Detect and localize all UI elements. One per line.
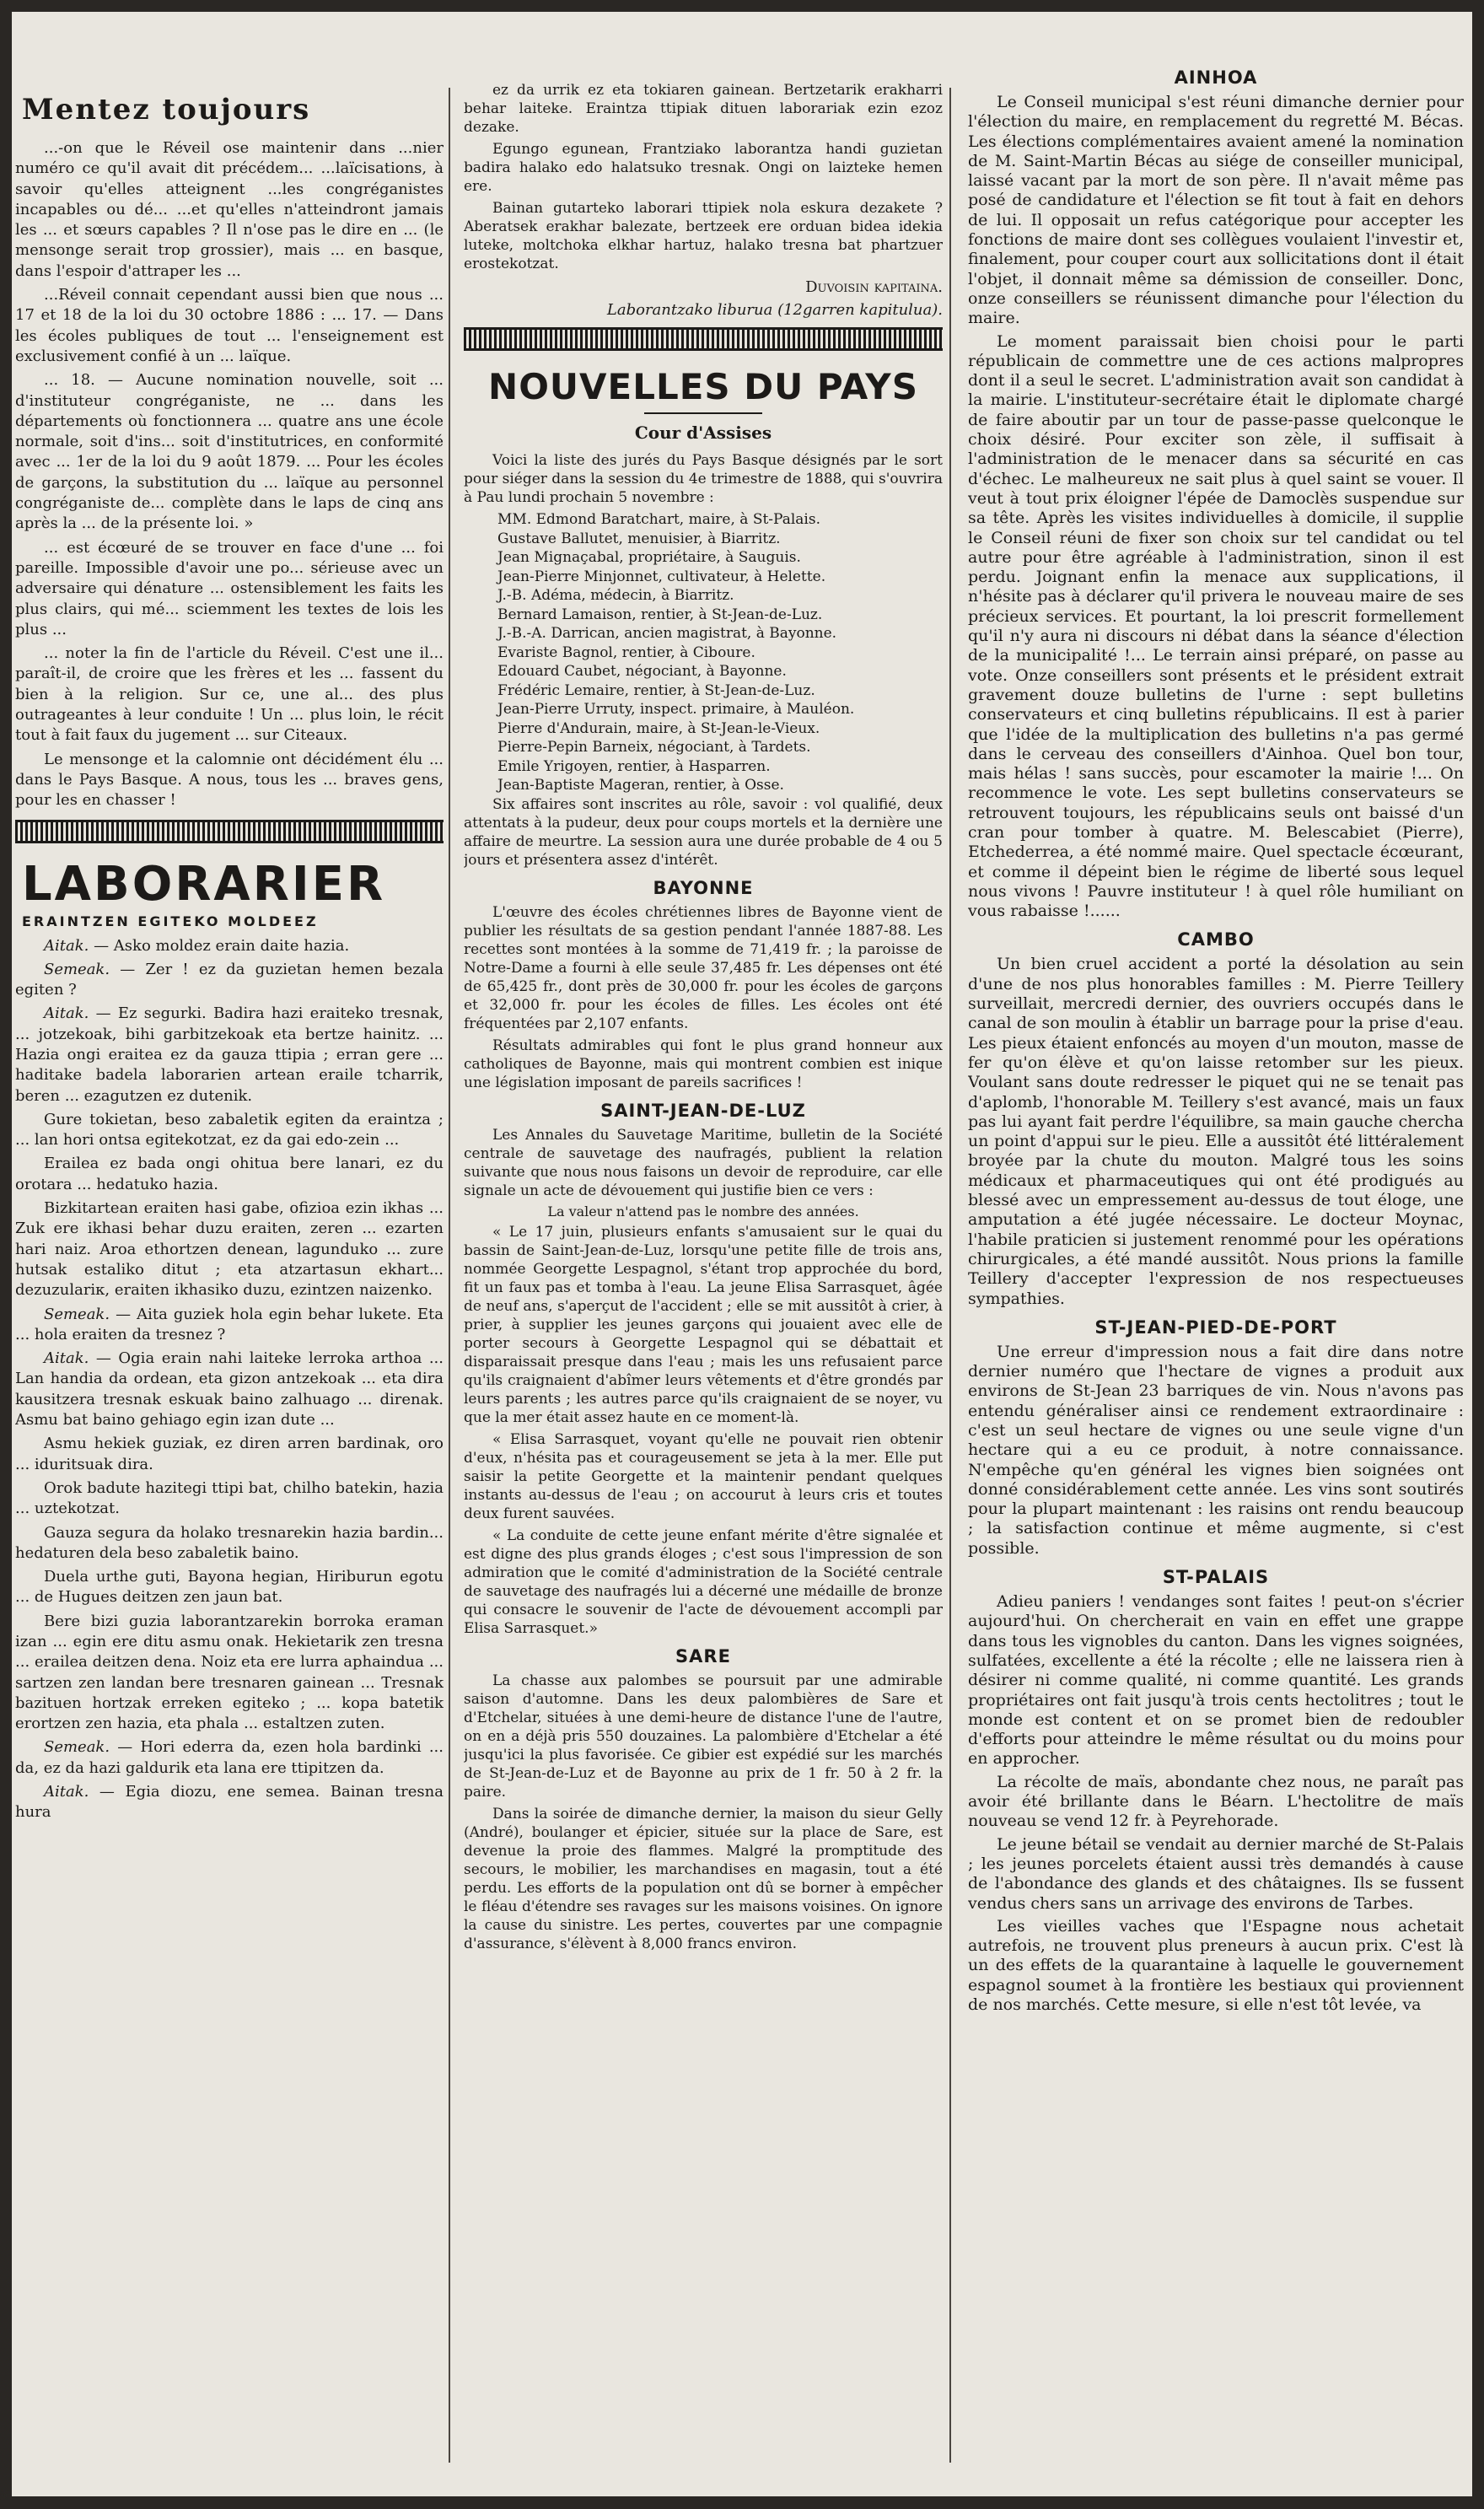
- speaker-label: Semeak.: [44, 1305, 110, 1323]
- dialogue-line: [15, 1434, 444, 1475]
- dialogue-text: — Asko moldez erain daite hazia.: [89, 936, 350, 955]
- dialogue-line: [15, 1154, 444, 1195]
- speaker-label: Aitak.: [44, 1004, 89, 1023]
- jury-entry: MM. Edmond Baratchart, maire, à St-Palais.: [497, 511, 820, 528]
- jury-entry: Pierre-Pepin Barneix, négociant, à Tardets.: [497, 739, 811, 756]
- dialogue-line: [15, 1198, 444, 1300]
- article-paragraph: Le moment paraissait bien choisi pour le parti républicain de commettre une de ces actions malpropres dont il a seul le secret. L'administration avait son candidat à la mairie. L'instituteur-secrétaire était le diplomate chargé de faire aboutir par un tour de passe-passe quelconque le choix désiré. Pour exciter son zèle, il suffisait à l'administration de le menacer dans sa sécurité en cas d'échec. Le malheureux ne sait plus à quel saint se vouer. Il veut à tout prix éloigner l'épée de Damoclès suspendue sur sa tête. Après les visites individuelles à domicile, il supplie le Conseil réuni de fixer son choix sur tel candidat ou tel autre pour être agréable à l'administration, sinon il est perdu. Joignant enfin la menace aux supplications, il n'hésite pas à déclarer qu'il privera le nouveau maire de ses précieux services. Et pourtant, la loi prescrit formellement qu'il n'y aura ni discours ni débat dans la séance d'élection de la municipalité !... Le terrain ainsi préparé, on passe au vote. Onze conseillers sont présents et le président extrait gravement douze bulletins de l'urne : sept bulletins conservateurs et cinq bulletins républicains. Il est à parier que l'idée de la multiplication des bulletins n'a pas germé dans le cerveau des conseillers d'Ainhoa. Quel bon tour, mais hélas ! sans succès, pour escamoter la mairie !... On recommence le vote. Les sept bulletins conservateurs se retrouvent toujours, les républicains seuls ont baissé d'un cran pour tomber à quatre. M. Belescabiet (Pierre), Etchederrea, a été nommé maire. Quel spectacle écœurant, et comme il dépeint bien le régime de liberté sous lequel nous vivons ! Pauvre instituteur ! à quel rôle humiliant on vous rabaisse !......: [968, 331, 1464, 921]
- section-heading: LABORARIER: [22, 856, 386, 912]
- article-paragraph: Dans la soirée de dimanche dernier, la maison du sieur Gelly (André), boulanger et épicier, située sur la place de Sare, est devenue la proie des flammes. Malgré la promptitude des secours, le mobilier, les marchandises en magasin, tout a été perdu. Les efforts de la population ont dû se borner à empêcher le fléau d'étendre ses ravages sur les maisons voisines. On ignore la cause du sinistre. Les pertes, couvertes par une compagnie d'assurance, s'élèvent à 8,000 francs environ.: [464, 1805, 943, 1952]
- jury-entry: Gustave Ballutet, menuisier, à Biarritz.: [497, 530, 781, 547]
- dialogue-text: — Hori ederra da, ezen hola bardinki ... da, ez da hazi galdurik eta lana ere ttipitzen da.: [15, 1738, 444, 1777]
- jury-entry: Jean-Pierre Urruty, inspect. primaire, à Mauléon.: [497, 701, 855, 718]
- article-body: [15, 138, 444, 811]
- jury-entry: Evariste Bagnol, rentier, à Ciboure.: [497, 643, 755, 661]
- dialogue-text: Bizkitartean eraiten hasi gabe, ofizioa ezin ikhas ... Zuk ere ikhasi behar duzu eraiten, zeren ... ezarten hari naiz. Aroa ethortzen denean, lagunduko ... zure hutsak estaliko ditut ; eta atzartasun ekhart... dezuzulariк, eraiten ikhasiko duzu, ezintzen naizenko.: [15, 1199, 444, 1300]
- ornamental-band: [464, 327, 943, 351]
- quote-line: La valeur n'attend pas le nombre des années.: [547, 1203, 859, 1220]
- jury-entry: Jean Mignaçabal, propriétaire, à Sauguis.: [497, 549, 801, 566]
- column-1: [15, 71, 444, 1827]
- dialogue-line: [15, 1782, 444, 1823]
- article-paragraph: ez da urrik ez eta tokiaren gainean. Bertzetarik erakharri behar laiteke. Eraintza ttipiak dituen laborariak ezin ezoz dezake.: [464, 82, 943, 136]
- jury-entry: Jean-Pierre Minjonnet, cultivateur, à Helette.: [497, 568, 826, 585]
- section-heading: NOUVELLES DU PAYS: [488, 366, 918, 407]
- article-paragraph: Les vieilles vaches que l'Espagne nous achetait autrefois, ne trouvent plus preneurs à aucun prix. C'est là un des effets de la quarantaine à laquelle le gouvernement espagnol soumet à la frontière les bestiaux qui proviennent de nos marchés. Cette mesure, si elle n'est tôt levée, va: [968, 1916, 1464, 2015]
- dialogue-text: Bere bizi guzia laborantzarekin borroka eraman izan ... egin ere ditu asmu onak. Hekietarik zen tresna ... erailea deitzen dena. Noiz eta ere lurra aphaindua ... sartzen zen landan bere tresnaren gainean ... Tresnak bazituen hortzak erreken egiteko ; ... kopa batetik erortzen zen hazia, eta phala ... estaltzen zuten.: [15, 1612, 444, 1733]
- article-heading: BAYONNE: [653, 877, 754, 898]
- speaker-label: Semeak.: [44, 1738, 110, 1757]
- article-paragraph: La récolte de maïs, abondante chez nous, ne paraît pas avoir été brillante dans le Béarn. L'hectolitre de maïs nouveau se vend 12 fr. à Peyrehorade.: [968, 1772, 1464, 1831]
- column-rule: [949, 88, 951, 2463]
- jury-entry: Emile Yrigoyen, rentier, à Hasparren.: [497, 757, 771, 775]
- dialogue-body: [15, 936, 444, 1823]
- article-heading: Cour d'Assises: [634, 423, 772, 443]
- jury-entry: Edouard Caubet, négociant, à Bayonne.: [497, 663, 787, 680]
- article-paragraph: Résultats admirables qui font le plus grand honneur aux catholiques de Bayonne, mais qui montrent combien est inique une législation imposant de pareils sacrifices !: [464, 1036, 943, 1091]
- dialogue-line: [15, 1349, 444, 1430]
- article-body: [464, 81, 943, 273]
- article-heading: AINHOA: [1174, 67, 1258, 88]
- speaker-label: Aitak.: [44, 1349, 89, 1368]
- dialogue-line: [15, 1612, 444, 1735]
- article-paragraph: L'œuvre des écoles chrétiennes libres de Bayonne vient de publier les résultats de sa gestion pendant l'année 1887-88. Les recettes sont montées à la somme de 71,419 fr. ; la paroisse de Notre-Dame a fourni à elle seule 37,485 fr. Les dépenses ont été de 65,425 fr., dont près de 30,000 fr. pour les écoles de garçons et 32,000 fr. pour les écoles de filles. Les écoles ont été fréquentées par 2,107 enfants.: [464, 903, 943, 1032]
- dialogue-text: Duela urthe guti, Bayona hegian, Hiriburun egotu ... de Hugues deitzen zen jaun bat.: [15, 1568, 444, 1607]
- article-heading: CAMBO: [1177, 929, 1255, 950]
- article-paragraph: Bainan gutarteko laborari ttipiek nola eskura dezakete ? Aberatsek erakhar balezate, bertzeek ere orduan bidea idekia luteke, moltchoka elkhar hartuz, halako tresna bat phartzuer erostekotzat.: [464, 200, 943, 272]
- article-paragraph: « La conduite de cette jeune enfant mérite d'être signalée et est digne des plus grands éloges ; c'est sous l'impression de son admiration que le comité d'administration de la Société centrale de sauvetage des naufragés lui a décerné une médaille de bronze qui consacre le souvenir de l'acte de dévouement accompli par Elisa Sarrasquet.»: [464, 1526, 943, 1637]
- article-paragraph: ... 18. — Aucune nomination nouvelle, soit ... d'instituteur congréganiste, ne ... dans les départements où fonctionnera ... quatre ans une école normale, soit d'ins... soit d'institutrices, en conformité avec ... 1er de la loi du 9 août 1879. ... Pour les écoles de garçons, la substitution du ... laïque au personnel congréganiste de... complète dans le laps de cinq ans après la ... de la présente loi. »: [15, 371, 444, 533]
- article-paragraph: « Elisa Sarrasquet, voyant qu'elle ne pouvait rien obtenir d'eux, n'hésita pas et courageusement se jeta à la mer. Elle put saisir la petite Georgette et la maintenir pendant quelques instants au-dessus de l'eau ; on accourut à leurs cris et toutes deux furent sauvées.: [464, 1430, 943, 1522]
- article-heading: ST-JEAN-PIED-DE-PORT: [1094, 1316, 1337, 1338]
- ornamental-band: [15, 820, 444, 843]
- dialogue-text: Erailea ez bada ongi ohitua bere lanari, ez du orotara ... hedatuko hazia.: [15, 1155, 444, 1193]
- dialogue-line: [15, 960, 444, 1001]
- article-body: [464, 1672, 943, 1953]
- dialogue-line: [15, 1737, 444, 1779]
- column-rule: [449, 88, 450, 2463]
- dialogue-line: [15, 1523, 444, 1564]
- article-body: [968, 1592, 1464, 2015]
- divider: [644, 412, 762, 414]
- article-heading: SAINT-JEAN-DE-LUZ: [600, 1100, 806, 1121]
- article-body: [968, 1343, 1464, 1559]
- dialogue-text: Gauza segura da holako tresnarekin hazia bardin... hedaturen dela beso zabaletik baino.: [15, 1523, 444, 1562]
- jury-entry: J.-B. Adéma, médecin, à Biarritz.: [497, 587, 734, 604]
- speaker-label: Semeak.: [44, 960, 110, 978]
- signature: Duvoisin kapitaina.: [805, 278, 943, 296]
- article-paragraph: Six affaires sont inscrites au rôle, savoir : vol qualifié, deux attentats à la pudeur, deux pour coups mortels et la dernière une affaire de meurtre. La session aura une durée probable de 4 ou 5 jours et présentera assez d'intérêt.: [464, 795, 943, 869]
- source-line: Laborantzako liburua (12garren kapitulua).: [606, 301, 943, 319]
- article-heading: SARE: [675, 1645, 731, 1666]
- speaker-label: Aitak.: [44, 1783, 89, 1801]
- article-paragraph: Le jeune bétail se vendait au dernier marché de St-Palais ; les jeunes porcelets étaient aussi très demandés à cause de l'abondance des glands et des châtaignes. Ils se fussent vendus chers sans un arrivage des environs de Tarbes.: [968, 1834, 1464, 1913]
- dialogue-line: [15, 1110, 444, 1151]
- jury-entry: Jean-Baptiste Mageran, rentier, à Osse.: [497, 777, 784, 794]
- article-paragraph: Le Conseil municipal s'est réuni dimanche dernier pour l'élection du maire, en remplacement du regretté M. Bécas. Les élections complémentaires avaient amené la nomination de M. Saint-Martin Bécas au siége de conseiller municipal, laissé vacant par la mort de son père. Il n'avait même pas posé de candidature et l'élection se fit tout à fait en dehors de lui. Il opposait un refus catégorique pour accepter les fonctions de maire dont ses collègues voulaient l'investir et, finalement, pour couper court aux sollicitations dont il était l'objet, il donnait même sa démission de conseiller. Donc, onze conseillers se réunissent dimanche pour l'élection du maire.: [968, 93, 1464, 328]
- article-heading: ST-PALAIS: [1162, 1567, 1270, 1588]
- jury-list: [464, 510, 943, 795]
- article-heading: Mentez toujours: [22, 93, 311, 127]
- dialogue-text: — Zer ! ez da guzietan hemen bezala egiten ?: [15, 960, 444, 999]
- article-body: [464, 1223, 943, 1638]
- article-paragraph: ... noter la fin de l'article du Réveil. C'est une il... paraît-il, de croire que les frères et les ... fassent du bien à la religion. Sur ce, une al... des plus outrageantes à leur conduite ! Un ... plus loin, le récit tout à fait faux du jugement ... sur Citeaux.: [15, 644, 444, 745]
- dialogue-text: — Ez segurki. Badira hazi eraiteko tresnak, ... jotzekoak, bihi garbitzekoak eta bertze hainitz. ... Hazia ongi eraitea ez da gauza ttipia ; erran gere ... haditake badela laborarien artean eraile tcharrik, beren ... ezagutzen ez dutenik.: [15, 1004, 444, 1105]
- dialogue-line: [15, 936, 444, 956]
- dialogue-line: [15, 1004, 444, 1106]
- article-body: [464, 903, 943, 1092]
- article-paragraph: Le mensonge et la calomnie ont décidément élu ... dans le Pays Basque. A nous, tous les ... braves gens, pour les en chasser !: [15, 750, 444, 810]
- jury-entry: Bernard Lamaison, rentier, à St-Jean-de-Luz.: [497, 606, 823, 623]
- article-paragraph: La chasse aux palombes se poursuit par une admirable saison d'automne. Dans les deux palombières de Sare et d'Etchelar, situées à une demi-heure de distance l'une de l'autre, on en a déjà pris 550 douzaines. La palombière d'Etchelar a été jusqu'ici la plus favorisée. Ce gibier est expédié sur les marchés de St-Jean-de-Luz et de Bayonne au prix de 1 fr. 50 à 2 fr. la paire.: [464, 1672, 943, 1801]
- jury-entry: Pierre d'Andurain, maire, à St-Jean-le-Vieux.: [497, 719, 820, 737]
- article-paragraph: Egungo egunean, Frantziako laborantza handi guzietan badira halako edo halatsuko tresnak. Ongi on laizteke hemen ere.: [464, 141, 943, 195]
- newspaper-page: [12, 12, 1472, 2496]
- dialogue-line: [15, 1478, 444, 1520]
- section-subheading: ERAINTZEN EGITEKO MOLDEEZ: [22, 913, 319, 929]
- dialogue-line: [15, 1567, 444, 1608]
- article-body: [968, 955, 1464, 1308]
- dialogue-text: — Egia diozu, ene semea. Bainan tresna hura: [15, 1783, 444, 1822]
- jury-entry: Frédéric Lemaire, rentier, à St-Jean-de-Luz.: [497, 681, 815, 699]
- article-paragraph: Les Annales du Sauvetage Maritime, bulletin de la Société centrale de sauvetage des naufragés, publient la relation suivante que nous nous faisons un devoir de reproduire, car elle signale un acte de dévouement qui justifie bien ce vers :: [464, 1126, 943, 1199]
- article-paragraph: « Le 17 juin, plusieurs enfants s'amusaient sur le quai du bassin de Saint-Jean-de-Luz, lorsqu'une petite fille de trois ans, nommée Georgette Lespagnol, s'étant trop approchée du bord, fit un faux pas et tomba à l'eau. La jeune Elisa Sarrasquet, âgée de neuf ans, s'aperçut de l'accident ; elle se mit aussitôt à crier, à prier, à supplier les jeunes garçons qui jouaient avec elle de porter secours à Georgette Lespagnol qui se débattait et disparaissait presque dans l'eau ; mais les uns refusaient parce qu'ils craignaient d'abîmer leurs vêtements et d'être grondés par leurs parents ; les autres parce qu'ils craignaient de se noyer, vu que la mer était assez haute en ce moment-là.: [464, 1223, 943, 1426]
- dialogue-text: — Ogia erain nahi laiteke lerroka arthoa ... Lan handia da ordean, eta gizon antzekoak ... eta dira kausitzera tresnak eskuak baino zalhuago ... direnak. Asmu bat baino gehiago egin izan dute ...: [15, 1349, 444, 1429]
- column-2: [464, 81, 943, 1957]
- article-paragraph: ... est écœuré de se trouver en face d'une ... foi pareille. Impossible d'avoir une po... sérieuse avec un adversaire qui dénature ... ostensiblement les faits les plus clairs, qui mé... sciemment les textes de lois les plus ...: [15, 538, 444, 638]
- dialogue-text: — Aita guziek hola egin behar lukete. Eta ... hola eraiten da tresnez ?: [15, 1305, 444, 1343]
- speaker-label: Aitak.: [44, 936, 89, 955]
- article-paragraph: Une erreur d'impression nous a fait dire dans notre dernier numéro que l'hectare de vignes a produit aux environs de St-Jean 23 barriques de vin. Nous n'avons pas entendu généraliser ainsi ce rendement extraordinaire : c'est un seul hectare de vignes ou une seule vigne d'un hectare qui a eu ce produit, à notre connaissance. N'empêche qu'en général les vignes bien soignées ont donné considérablement cette année. Les vins sont soutirés pour la plupart maintenant : les raisins ont rendu beaucoup ; la satisfaction continue et même augmente, si c'est possible.: [968, 1342, 1464, 1558]
- jury-entry: J.-B.-A. Darrican, ancien magistrat, à Bayonne.: [497, 625, 837, 642]
- article-paragraph: ...-on que le Réveil ose maintenir dans ...nier numéro ce qu'il avait dit précédem... ...laïcisations, à savoir qu'elles atteignent ...les congréganistes incapables ou dé... ...et qu'elles n'atteindront jamais les ... et sœurs capables ? Il n'ose pas le dire en ... (le mensonge serait trop grossier), mais ... en basque, dans l'espoir d'attraper les ...: [15, 139, 444, 280]
- dialogue-line: [15, 1305, 444, 1346]
- column-3: [968, 67, 1464, 2018]
- dialogue-text: Gure tokietan, beso zabaletik egiten da eraintza ; ... lan hori ontsa egitekotzat, ez da gai edo-zein ...: [15, 1110, 444, 1150]
- article-paragraph: Voici la liste des jurés du Pays Basque désignés par le sort pour siéger dans la session du 4e trimestre de 1888, qui s'ouvrira à Pau lundi prochain 5 novembre :: [464, 452, 943, 506]
- article-paragraph: Adieu paniers ! vendanges sont faites ! peut-on s'écrier aujourd'hui. On chercherait en vain en effet une grappe dans tous les vignobles du canton. Dans les vignes soignées, sulfatées, excellente a été la récolte ; elle ne laissera rien à désirer ni comme qualité, ni comme quantité. Les grands propriétaires ont fait jusqu'à trois cents hectolitres ; tout le monde est content et on se promet bien de redoubler d'efforts pour atteindre le même résultat ou du moins pour en approcher.: [968, 1592, 1464, 1769]
- article-paragraph: ...Réveil connait cependant aussi bien que nous ... 17 et 18 de la loi du 30 octobre 1886 : ... 17. — Dans les écoles publiques de tout ... l'enseignement est exclusivement confié à un ... laïque.: [15, 286, 444, 365]
- article-body: [968, 93, 1464, 921]
- article-paragraph: Un bien cruel accident a porté la désolation au sein d'une de nos plus honorables familles : M. Pierre Teillery surveillait, mercredi dernier, des ouvriers occupés dans le canal de son moulin à établir un barrage pour la prise d'eau. Les pieux étaient enfoncés au moyen d'un mouton, masse de fer qu'on élève et qu'on laisse retomber sur les pieux. Voulant sans doute redresser le piquet qui ne se tenait pas d'aplomb, l'honorable M. Teillery s'est avancé, mais un faux pas lui ayant fait perdre l'équilibre, sa main gauche chercha un point d'appui sur le pieu. Elle a aussitôt été littéralement broyée par la chute du mouton. Malgré tous les soins médicaux et pharmaceutiques qui ont été prodigués au blessé avec un empressement au-dessus de tout éloge, une amputation a été jugée nécessaire. Le docteur Moynac, l'habile praticien si justement renommé pour les opérations chirurgicales, a été mandé aussitôt. Nous prions la famille Teillery d'accepter l'expression de nos respectueuses sympathies.: [968, 955, 1464, 1308]
- dialogue-text: Asmu hekiek guziak, ez diren arren bardinak, oro ... iduritsuak dira.: [15, 1435, 444, 1473]
- dialogue-text: Orok badute hazitegi ttipi bat, chilho batekin, hazia ... uztekotzat.: [15, 1478, 444, 1518]
